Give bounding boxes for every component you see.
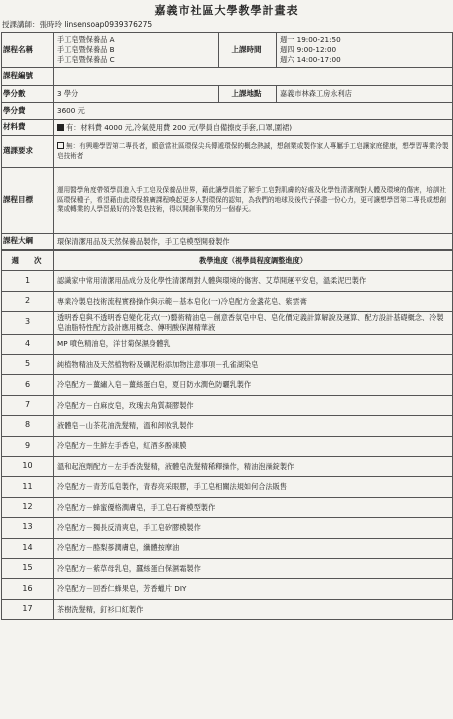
week-number: 3 <box>2 312 54 334</box>
materials-label: 材料費 <box>2 120 54 136</box>
week-number: 10 <box>2 456 54 476</box>
week-content: 純植物精油及天然植物粉及礦泥粉添加物注意事項－孔雀湖染皂 <box>54 355 453 375</box>
class-time-values <box>277 33 453 68</box>
outline-label: 課程大綱 <box>2 234 54 250</box>
credits-value: 3 學分 <box>54 86 219 103</box>
fee-value: 3600 元 <box>54 103 453 120</box>
fee-label: 學分費 <box>2 103 54 120</box>
table-row <box>2 291 453 311</box>
course-name-label: 課程名稱 <box>2 33 54 68</box>
class-time-3: 週六 14:00-17:00 <box>280 55 341 64</box>
week-number: 6 <box>2 375 54 395</box>
requirements-value <box>54 136 453 168</box>
week-number: 11 <box>2 477 54 497</box>
week-number: 7 <box>2 395 54 415</box>
course-info-table <box>1 32 453 250</box>
week-content: 溫和起泡劑配方－左手香洗髮精，液體皂洗髮精稀釋操作，精油泡澡錠製作 <box>54 456 453 476</box>
week-column-header: 週 次 <box>2 251 54 271</box>
week-number: 17 <box>2 599 54 619</box>
week-content: 冷皂配方－回香仁蜂果皂，芳香蠟片 DIY <box>54 579 453 599</box>
week-number: 14 <box>2 538 54 558</box>
course-name-a: 手工皂暨保養品 A <box>57 35 115 44</box>
table-row <box>2 395 453 415</box>
table-row <box>2 436 453 456</box>
table-row <box>2 538 453 558</box>
week-number: 4 <box>2 334 54 354</box>
week-content: 冷皂配方－白麻皮皂，玫瑰去角質凝膠製作 <box>54 395 453 415</box>
table-row <box>2 456 453 476</box>
course-code-label: 課程編號 <box>2 68 54 86</box>
class-time-1: 週一 19:00-21:50 <box>280 35 341 44</box>
table-row <box>2 355 453 375</box>
week-number: 15 <box>2 558 54 578</box>
week-content: MP 噴色精油皂，洋甘菊保濕身體乳 <box>54 334 453 354</box>
course-code-value <box>54 68 453 86</box>
week-content: 冷皂配方－紫草母乳皂，蠶絲蛋白保濕霜製作 <box>54 558 453 578</box>
table-row <box>2 558 453 578</box>
week-content: 冷皂配方－酪梨蔘潤膚皂，纖體按摩油 <box>54 538 453 558</box>
objectives-label: 課程目標 <box>2 168 54 234</box>
week-content: 冷皂配方－蜂蜜優格潤膚皂，手工皂石膏模型製作 <box>54 497 453 517</box>
credits-label: 學分數 <box>2 86 54 103</box>
week-content: 冷皂配方－獨長反清爽皂，手工皂矽膠模製作 <box>54 518 453 538</box>
week-content: 冷皂配方－薑繡入皂－薑絲蛋白皂，夏日防水潤色防曬乳製作 <box>54 375 453 395</box>
week-number: 13 <box>2 518 54 538</box>
table-row <box>2 497 453 517</box>
table-row <box>2 518 453 538</box>
week-number: 16 <box>2 579 54 599</box>
course-name-b: 手工皂暨保養品 B <box>57 45 115 54</box>
materials-text: 有：材料費 4000 元,冷氣使用費 200 元(學員自備擦皮手套,口罩,圍裙) <box>66 122 293 132</box>
table-row <box>2 334 453 354</box>
requirements-label: 選課要求 <box>2 136 54 168</box>
checkbox-checked-icon <box>57 124 64 131</box>
week-content: 冷皂配方－青芳瓜皂製作，青春亮采眼膠，手工皂相關法規如何合法販售 <box>54 477 453 497</box>
checkbox-unchecked-icon <box>57 142 64 149</box>
week-content: 透明香皂與不透明香皂變化花式(一)藝術精油皂－創意香氛皂中皂、皂化價定義計算解說及運算、配方設計基礎概念、冷製皂油脂特性配方設計應用概念、傳明酸保濕精華液 <box>54 312 453 334</box>
table-row <box>2 477 453 497</box>
week-content: 冷皂配方－生鮮左手香皂，紅酒多酚凍膜 <box>54 436 453 456</box>
materials-value <box>54 120 453 136</box>
table-row <box>2 599 453 619</box>
week-number: 9 <box>2 436 54 456</box>
week-content: 液體皂－山茶花油洗髮精，溫和卸妝乳製作 <box>54 416 453 436</box>
week-content: 專業冷製皂技術流程實務操作與示範－基本皂化(一)冷皂配方金盞花皂、紫雲膏 <box>54 291 453 311</box>
table-row <box>2 271 453 291</box>
teacher-line: 授課講師：張時玲 linsensoap0939376275 <box>2 20 153 29</box>
week-number: 2 <box>2 291 54 311</box>
week-content: 認識家中常用清潔用品成分及化學性清潔劑對人體與環境的傷害、艾草開運平安皂，溫柔泥巴製作 <box>54 271 453 291</box>
week-number: 5 <box>2 355 54 375</box>
location-value: 嘉義市林森工房永利店 <box>277 86 453 103</box>
outline-text: 環保清潔用品及天然保養品製作，手工皂模型開發製作 <box>54 234 453 250</box>
class-time-label: 上課時間 <box>219 33 277 68</box>
table-row <box>2 579 453 599</box>
course-name-values <box>54 33 219 68</box>
progress-column-header: 教學進度（視學員程度調整進度） <box>54 251 453 271</box>
table-row <box>2 312 453 334</box>
week-number: 12 <box>2 497 54 517</box>
class-time-2: 週四 9:00-12:00 <box>280 45 337 54</box>
week-number: 1 <box>2 271 54 291</box>
objectives-text: 運用醫學角度帶領學員進入手工皂及保養品世界，藉此讓學員能了解手工皂對肌膚的好處及化學性清潔劑對人體及環境的傷害，培訓社區環保種子，希望藉由此環保推廣課程喚起更多人對環保的認知，為我們的地球及後代子孫盡一份心力，更可讓想學習第二專長或想創業或轉業的人學習最好的冷製皂技術，得以開創事業的另一個春天。 <box>54 168 453 234</box>
document-title: 嘉義市社區大學教學計畫表 <box>154 4 299 17</box>
week-content: 茶樹洗髮精，釘衫口紅製作 <box>54 599 453 619</box>
week-number: 8 <box>2 416 54 436</box>
course-name-c: 手工皂暨保養品 C <box>57 55 115 64</box>
week-rows <box>2 271 453 620</box>
table-row <box>2 416 453 436</box>
table-row <box>2 375 453 395</box>
location-label: 上課地點 <box>219 86 277 103</box>
requirements-text: 無：有興趣學習第二專長者，願意當社區環保尖兵傳遞環保的概念熱誠，想創業或製作家人專屬手工皂讓家庭健康，想學習專業冷製皂技術者 <box>57 141 449 160</box>
weekly-schedule-table <box>1 250 453 620</box>
